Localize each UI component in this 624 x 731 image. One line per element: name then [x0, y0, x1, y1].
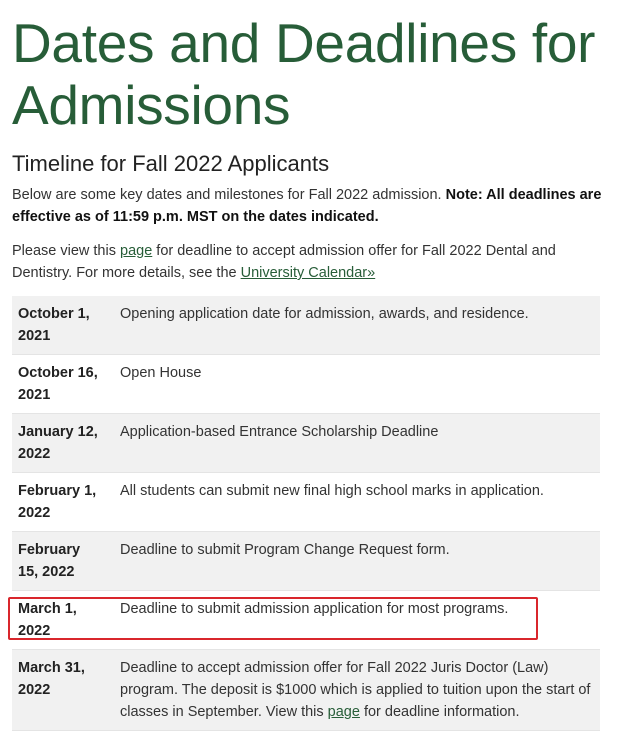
- row-description: Application-based Entrance Scholarship Deadline: [110, 414, 600, 473]
- row-description: Open House: [110, 355, 600, 414]
- highlight-box: [8, 597, 538, 640]
- page-link[interactable]: page: [120, 243, 153, 259]
- table-row: [12, 650, 600, 731]
- row-date: March 1, 2022: [12, 591, 110, 650]
- view-paragraph: [12, 240, 610, 284]
- row-description: All students can submit new final high school marks in application.: [110, 473, 600, 532]
- row-description-end: for deadline information.: [359, 704, 520, 720]
- table-row: [12, 355, 600, 414]
- row-date: March 31, 2022: [12, 650, 110, 731]
- table-row: [12, 532, 600, 591]
- timeline-table: [12, 296, 600, 731]
- table-row: [12, 414, 600, 473]
- intro-note: Note: All deadlines are effective as of 11:59 p.m. MST on the dates indicated.: [12, 187, 602, 225]
- deadline-page-link[interactable]: page: [327, 704, 360, 720]
- section-subtitle: Timeline for Fall 2022 Applicants: [12, 151, 330, 176]
- university-calendar-link[interactable]: University Calendar»: [240, 265, 376, 281]
- row-description-text: Deadline to accept admission offer for Fall 2022 Juris Doctor (Law) program. The deposit is $1000 which is applied to tuition upon the start of classes in September. View this: [120, 660, 591, 720]
- row-date: October 1, 2021: [12, 296, 110, 355]
- page-title: Dates and Deadlines for Admissions: [12, 12, 596, 136]
- row-description: [110, 650, 600, 731]
- row-date: October 16, 2021: [12, 355, 110, 414]
- row-description: Deadline to submit admission application for most programs.: [110, 591, 600, 650]
- view-pre: Please view this: [12, 243, 120, 259]
- row-description: Opening application date for admission, awards, and residence.: [110, 296, 600, 355]
- view-mid: for deadline to accept admission offer for Fall 2022 Dental and Dentistry. For more details, see the: [12, 243, 556, 281]
- row-date: February 15, 2022: [12, 532, 110, 591]
- row-date: February 1, 2022: [12, 473, 110, 532]
- row-description: Deadline to submit Program Change Request form.: [110, 532, 600, 591]
- table-row: [12, 473, 600, 532]
- intro-text: Below are some key dates and milestones for Fall 2022 admission.: [12, 187, 446, 203]
- row-date: January 12, 2022: [12, 414, 110, 473]
- intro-paragraph: [12, 184, 610, 228]
- table-row: [12, 296, 600, 355]
